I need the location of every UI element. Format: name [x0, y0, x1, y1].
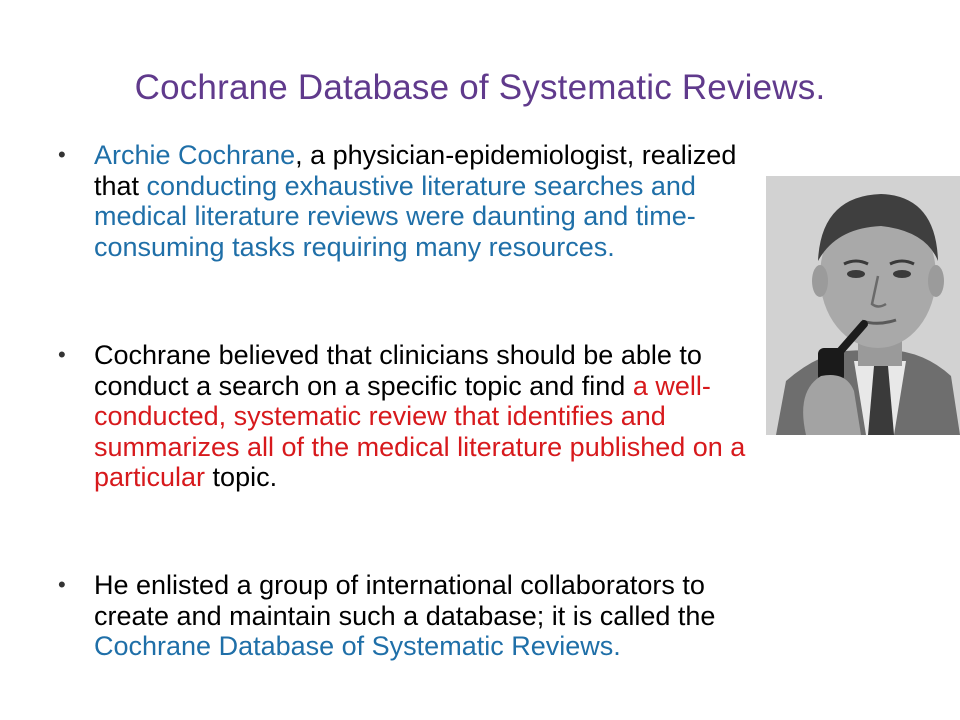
bullet-1-highlight: conducting exhaustive literature searches and medical literature reviews were daunting and time-consuming tasks requiring many resources.: [94, 170, 696, 262]
portrait-photo: [766, 176, 960, 435]
bullet-2-text: Cochrane believed that clinicians should be able to conduct a search on a specific topic and find: [94, 340, 702, 401]
bullet-1-name: Archie Cochrane: [94, 140, 296, 170]
bullet-2-tail: topic.: [205, 462, 278, 492]
portrait-illustration: [766, 176, 960, 435]
bullet-item-2: [58, 340, 758, 493]
bullet-1-text: , a physician-epidemiologist, realized that: [94, 140, 737, 201]
bullet-marker: •: [58, 342, 66, 367]
bullet-item-1: [58, 140, 758, 262]
bullet-item-3: [58, 570, 758, 662]
bullet-3-text: He enlisted a group of international collaborators to create and maintain such a database; it is called the: [94, 570, 716, 631]
slide-title: Cochrane Database of Systematic Reviews.: [134, 68, 826, 107]
bullet-marker: •: [58, 142, 66, 167]
bullet-marker: •: [58, 572, 66, 597]
bullet-3-highlight: Cochrane Database of Systematic Reviews.: [94, 631, 621, 661]
bullet-2-highlight: a well-conducted, systematic review that identifies and summarizes all of the medical literature published on a particular: [94, 370, 746, 492]
